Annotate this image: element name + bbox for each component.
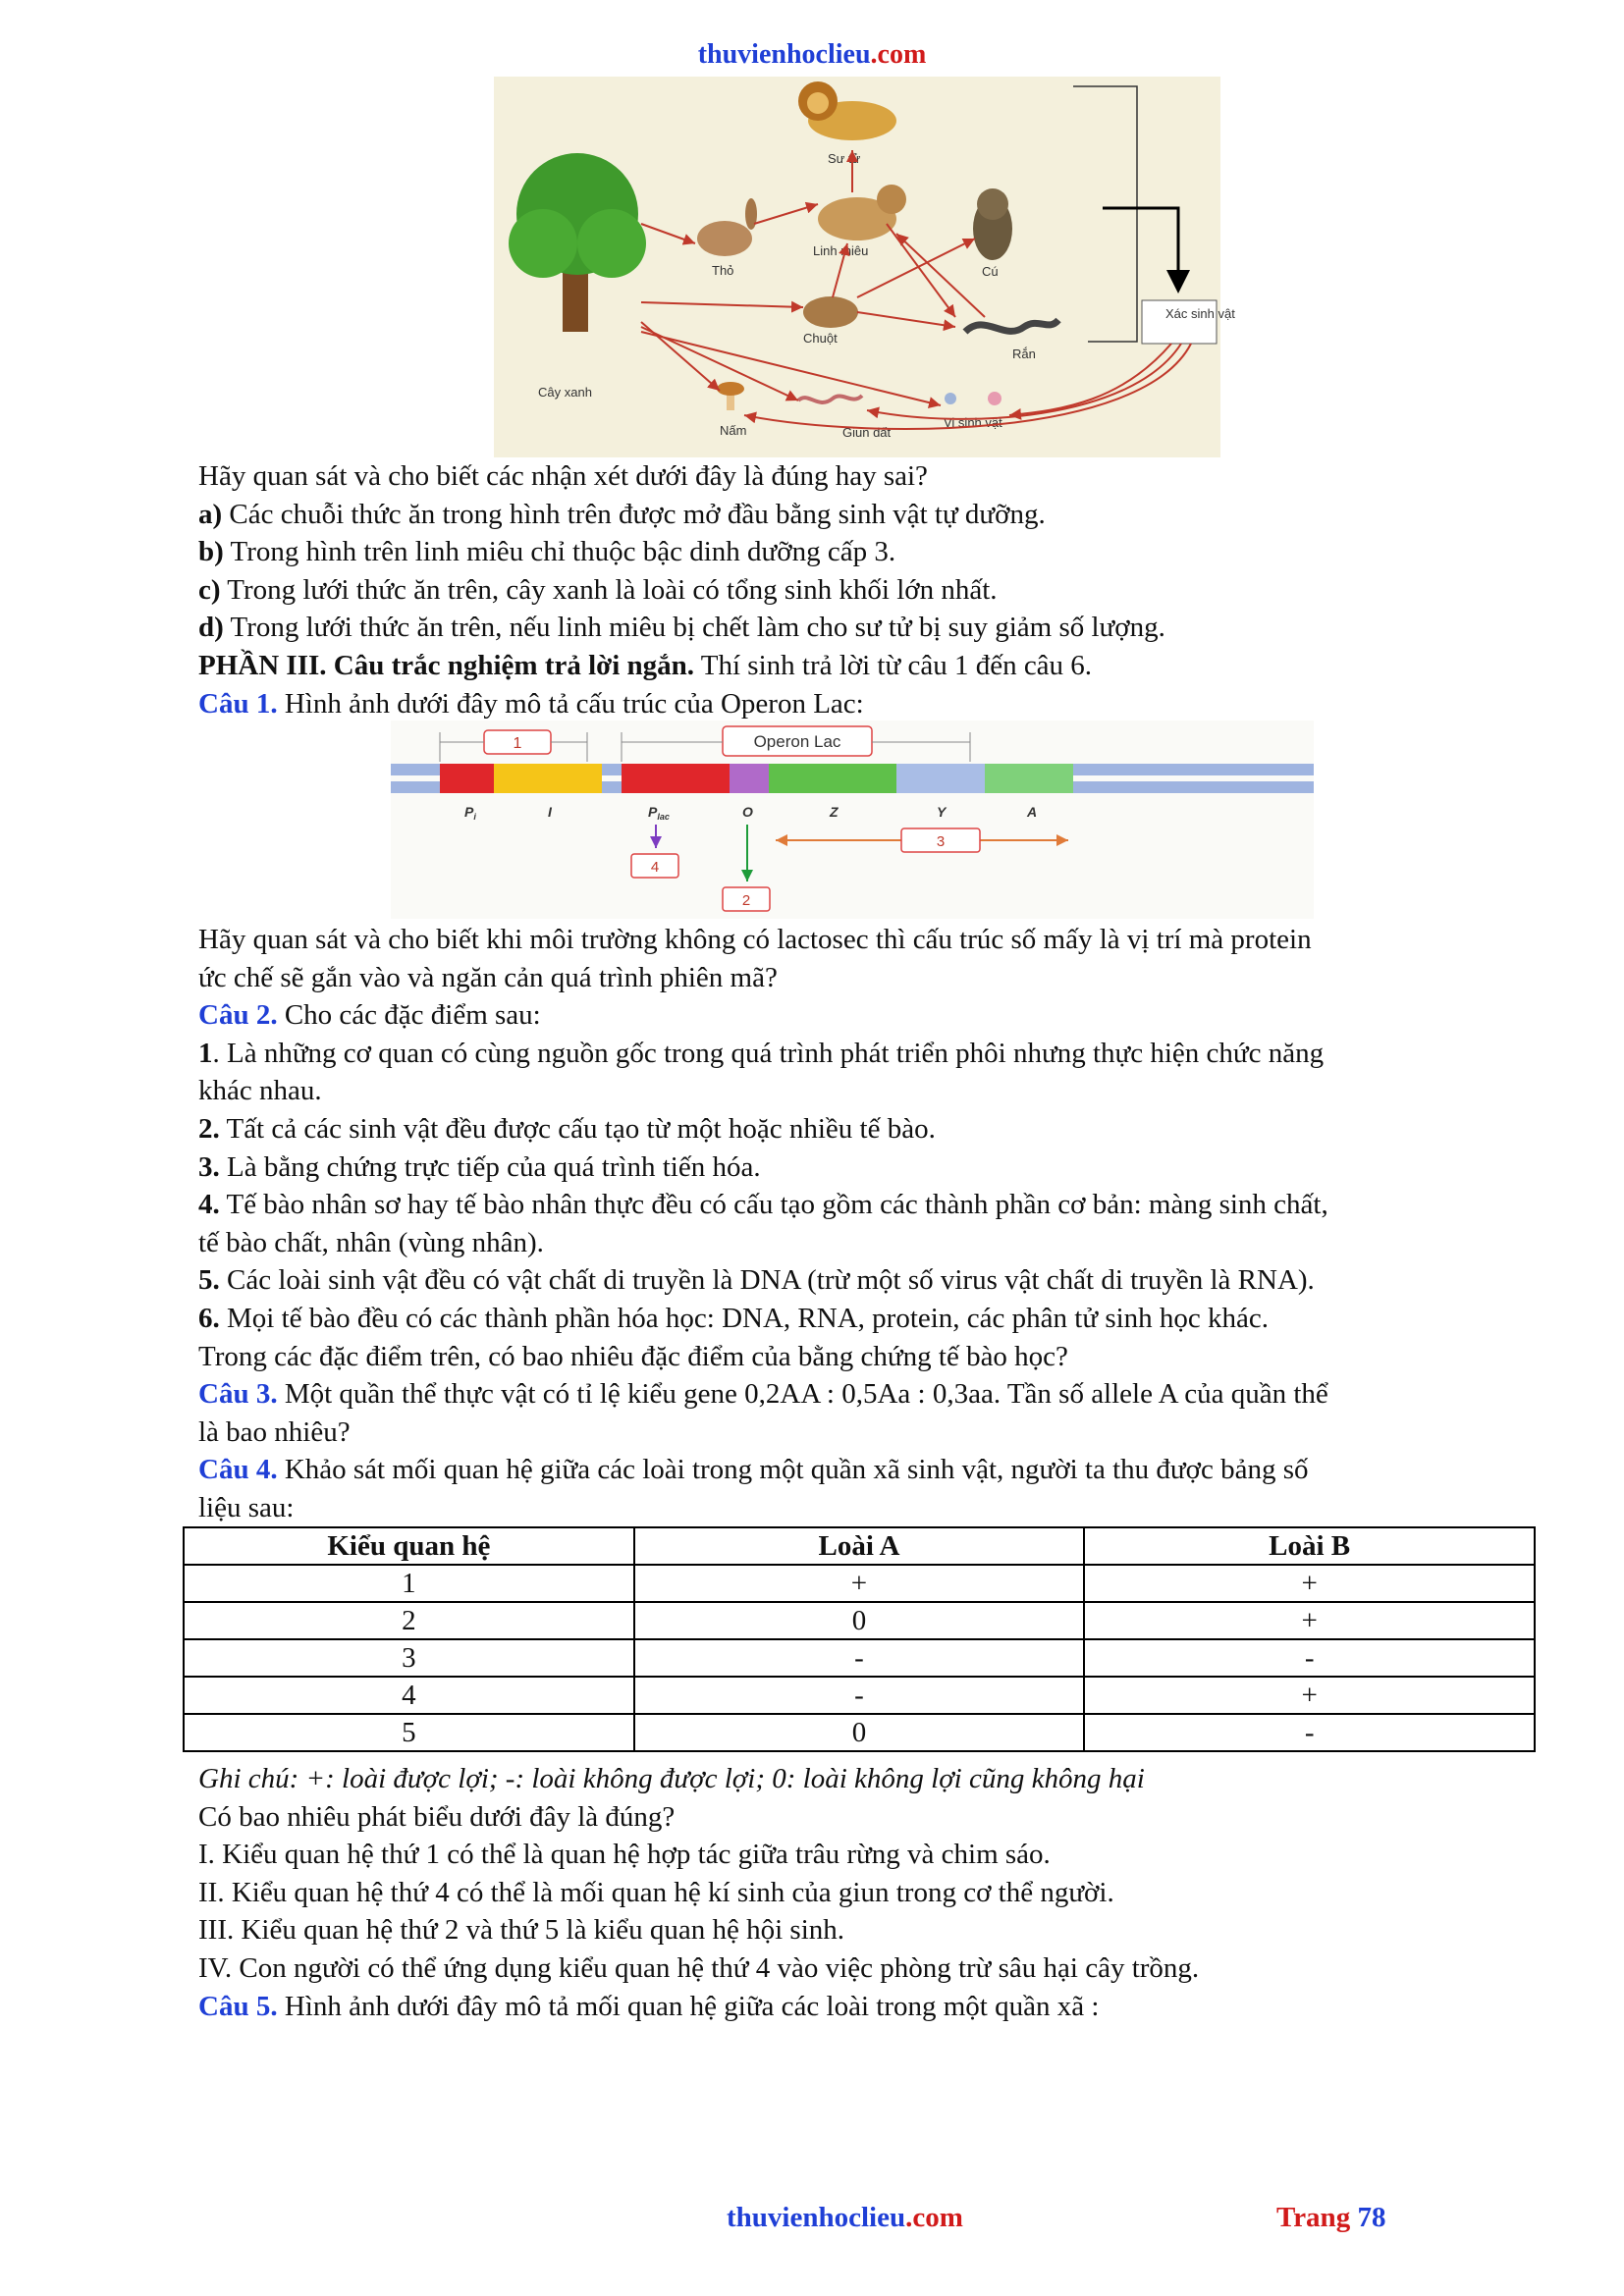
q4-statement-1: I. Kiểu quan hệ thứ 1 có thể là quan hệ hợp tác giữa trâu rừng và chim sáo. xyxy=(198,1839,1051,1871)
item-d: d) Trong lưới thức ăn trên, nếu linh miêu bị chết làm cho sư tử bị suy giảm số lượng. xyxy=(198,612,1165,644)
table-cell: - xyxy=(1084,1714,1535,1751)
item-b: b) Trong hình trên linh miêu chỉ thuộc bậc dinh dưỡng cấp 3. xyxy=(198,536,896,568)
relation-table xyxy=(183,1526,1536,1752)
q2-item-1-cont: khác nhau. xyxy=(198,1075,322,1107)
operon-lac-svg xyxy=(391,721,1314,919)
label-plac: $P_{lac}$ xyxy=(648,804,670,822)
label-lion: Sư tử xyxy=(828,151,861,166)
table-header-row xyxy=(184,1527,1535,1565)
label-2: 2 xyxy=(741,892,751,909)
snake-icon xyxy=(965,320,1058,332)
table-row xyxy=(184,1714,1535,1751)
food-web-figure xyxy=(494,77,1235,457)
q2-item-5: 5. Các loài sinh vật đều có vật chất di truyền là DNA (trừ một số virus vật chất di truyền là RNA). xyxy=(198,1264,1315,1297)
table-cell: 5 xyxy=(184,1714,634,1751)
label-microbes: Vi sinh vật xyxy=(944,415,1002,430)
q2-item-4-cont: tế bào chất, nhân (vùng nhân). xyxy=(198,1226,544,1258)
label-3: 3 xyxy=(936,833,946,850)
footer-site: thuvienhoclieu.com xyxy=(727,2202,963,2233)
table-cell: + xyxy=(1084,1602,1535,1639)
operon-title: Operon Lac xyxy=(753,732,841,751)
microbes-icon xyxy=(945,392,1001,405)
table-cell: - xyxy=(634,1677,1085,1714)
label-i: I xyxy=(548,804,552,820)
q2-item-1: 1. Là những cơ quan có cùng nguồn gốc trong quá trình phát triển phôi nhưng thực hiện chức năng xyxy=(198,1037,1325,1069)
label-y: Y xyxy=(937,804,947,820)
q4-question: Có bao nhiêu phát biểu dưới đây là đúng? xyxy=(198,1800,676,1833)
label-tree: Cây xanh xyxy=(538,385,592,400)
footer-page-number: Trang 78 xyxy=(1276,2202,1386,2233)
q2-item-6: 6. Mọi tế bào đều có các thành phần hóa học: DNA, RNA, protein, các phân tử sinh học khác. xyxy=(198,1302,1270,1334)
table-cell: + xyxy=(1084,1677,1535,1714)
q1-question-line1: Hãy quan sát và cho biết khi môi trường không có lactosec thì cấu trúc số mấy là vị trí mà protein xyxy=(198,924,1312,955)
q2-item-2: 2. Tất cả các sinh vật đều được cấu tạo từ một hoặc nhiều tế bào. xyxy=(198,1112,936,1145)
header-species-a: Loài A xyxy=(634,1527,1085,1565)
section2-prompt: Hãy quan sát và cho biết các nhận xét dưới đây là đúng hay sai? xyxy=(198,460,928,492)
mushroom-icon xyxy=(717,382,744,410)
table-cell: 4 xyxy=(184,1677,634,1714)
mouse-icon xyxy=(803,296,858,328)
table-cell: 0 xyxy=(634,1714,1085,1751)
table-cell: - xyxy=(634,1639,1085,1677)
black-arrow xyxy=(1103,208,1178,291)
table-cell: - xyxy=(1084,1639,1535,1677)
q2-question: Trong các đặc điểm trên, có bao nhiêu đặc điểm của bằng chứng tế bào học? xyxy=(198,1340,1068,1372)
table-row xyxy=(184,1677,1535,1714)
label-z: Z xyxy=(830,804,839,820)
q4-statement-3: III. Kiểu quan hệ thứ 2 và thứ 5 là kiểu quan hệ hội sinh. xyxy=(198,1914,845,1947)
q2-intro: Câu 2. Cho các đặc điểm sau: xyxy=(198,999,541,1032)
header-relation: Kiểu quan hệ xyxy=(184,1527,634,1565)
page-header-site: thuvienhoclieu.com xyxy=(697,39,927,70)
owl-icon xyxy=(973,188,1012,260)
label-owl: Cú xyxy=(982,264,999,279)
q1-q4-block xyxy=(198,921,1514,1527)
label-snake: Rắn xyxy=(1012,347,1036,361)
table-row xyxy=(184,1639,1535,1677)
item-c: c) Trong lưới thức ăn trên, cây xanh là loài có tổng sinh khối lớn nhất. xyxy=(198,573,998,606)
table-cell: 0 xyxy=(634,1602,1085,1639)
label-earthworm: Giun đất xyxy=(842,425,892,440)
q1-question-line2: ức chế sẽ gắn vào và ngăn cản quá trình phiên mã? xyxy=(198,961,778,993)
q2-item-3: 3. Là bằng chứng trực tiếp của quá trình tiến hóa. xyxy=(198,1150,761,1183)
lion-icon xyxy=(798,81,896,140)
label-mushroom: Nấm xyxy=(720,423,747,438)
organism-bracket xyxy=(1073,86,1137,342)
q1-intro: Câu 1. Hình ảnh dưới đây mô tả cấu trúc của Operon Lac: xyxy=(198,687,864,720)
label-decomposers: Xác sinh vật xyxy=(1165,306,1235,321)
q5-intro: Câu 5. Hình ảnh dưới đây mô tả mối quan hệ giữa các loài trong một quần xã : xyxy=(198,1990,1100,2022)
label-rabbit: Thỏ xyxy=(712,263,734,278)
operon-lac-figure xyxy=(391,721,1314,919)
table-row xyxy=(184,1565,1535,1602)
q3-line2: là bao nhiêu? xyxy=(198,1415,351,1448)
label-pi: $P_i$ xyxy=(464,804,476,822)
q3-line1: Câu 3. Một quần thể thực vật có tỉ lệ kiểu gene 0,2AA : 0,5Aa : 0,3aa. Tần số allele A của quần thể xyxy=(198,1378,1328,1411)
q2-item-4: 4. Tế bào nhân sơ hay tế bào nhân thực đều có cấu tạo gồm các thành phần cơ bản: màng sinh chất, xyxy=(198,1189,1328,1221)
food-web-svg xyxy=(494,77,1235,457)
item-a: a) Các chuỗi thức ăn trong hình trên được mở đầu bằng sinh vật tự dưỡng. xyxy=(198,498,1046,530)
table-note: Ghi chú: +: loài được lợi; -: loài không được lợi; 0: loài không lợi cũng không hại xyxy=(198,1763,1145,1794)
table-cell: + xyxy=(634,1565,1085,1602)
table-cell: 1 xyxy=(184,1565,634,1602)
earthworm-icon xyxy=(798,396,862,402)
q4-statement-2: II. Kiểu quan hệ thứ 4 có thể là mối quan hệ kí sinh của giun trong cơ thể người. xyxy=(198,1876,1114,1908)
label-1: 1 xyxy=(513,735,522,752)
label-a: A xyxy=(1027,804,1038,820)
label-4: 4 xyxy=(650,859,660,876)
q4-statement-4: IV. Con người có thể ứng dụng kiểu quan hệ thứ 4 vào việc phòng trừ sâu hại cây trồng. xyxy=(198,1951,1200,1984)
q4-line1: Câu 4. Khảo sát mối quan hệ giữa các loài trong một quần xã sinh vật, người ta thu được bảng số xyxy=(198,1454,1309,1486)
dna-strand xyxy=(391,764,1314,793)
label-lynx: Linh miêu xyxy=(813,243,869,258)
table-row xyxy=(184,1602,1535,1639)
section2-block xyxy=(198,457,1514,722)
q4-q5-block xyxy=(198,1760,1514,2025)
part3-heading: PHẦN III. Câu trắc nghiệm trả lời ngắn. Thí sinh trả lời từ câu 1 đến câu 6. xyxy=(198,649,1093,681)
q4-line2: liệu sau: xyxy=(198,1491,295,1523)
tree-icon xyxy=(509,153,646,332)
label-mouse: Chuột xyxy=(803,331,838,346)
table-cell: 2 xyxy=(184,1602,634,1639)
rabbit-icon xyxy=(697,198,757,256)
header-species-b: Loài B xyxy=(1084,1527,1535,1565)
label-o: O xyxy=(742,804,753,820)
table-cell: + xyxy=(1084,1565,1535,1602)
table-cell: 3 xyxy=(184,1639,634,1677)
